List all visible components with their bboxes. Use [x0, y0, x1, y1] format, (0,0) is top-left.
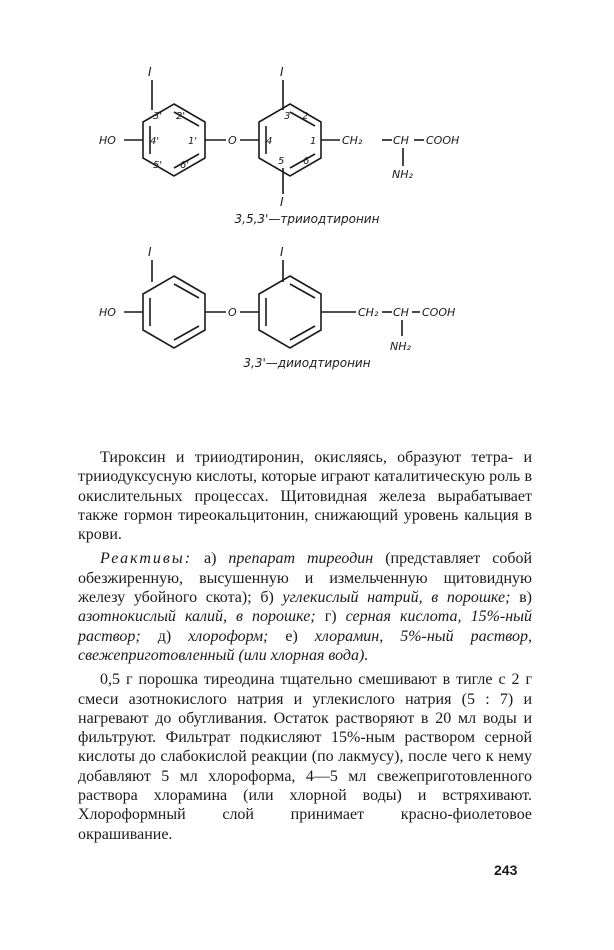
reagent-a-marker: а)	[203, 550, 217, 568]
reagent-d-name: серная кислота, 15%-ный раствор;	[78, 608, 533, 645]
page-number: 243	[494, 862, 518, 878]
body-text	[78, 448, 532, 844]
reagent-a-desc: (представляет собой обезжиренную, высушенную и измельченную щитовидную железу убойного скота);	[78, 550, 533, 607]
oxygen-bridge: O	[228, 306, 237, 319]
pos-6p: 6'	[180, 160, 190, 171]
ch2-label: CH₂	[342, 134, 363, 147]
reagent-e-name: хлороформ;	[188, 627, 269, 645]
reagent-c-marker: в)	[519, 589, 532, 607]
iodine-5: I	[280, 195, 284, 209]
reagent-f-name: хлорамин, 5%-ный раствор, свежеприготовленный	[78, 627, 533, 664]
hydroxyl-label: HO	[99, 134, 116, 147]
iodine-3p: I	[148, 245, 152, 259]
ring-2	[259, 276, 321, 348]
ch2-label: CH₂	[358, 306, 379, 319]
nh2-label: NH₂	[390, 340, 411, 353]
reagent-b-marker: б)	[260, 589, 274, 607]
pos-2p: 2'	[176, 111, 186, 122]
hydroxyl-label: HO	[99, 306, 116, 319]
ch-label: CH	[393, 134, 409, 147]
pos-3: 3	[284, 111, 291, 122]
cooh-label: COOH	[422, 306, 456, 319]
reagent-a-name: препарат тиреодин	[228, 550, 374, 568]
structure-1-caption: 3,5,3'—трииодтиронин	[234, 212, 380, 226]
reagent-f-tail: (или хлорная вода).	[238, 646, 369, 664]
pos-3p: 3'	[153, 111, 163, 122]
structure-2-diagram	[0, 240, 614, 360]
pos-5p: 5'	[153, 160, 163, 171]
pos-1p: 1'	[188, 136, 198, 147]
nh2-label: NH₂	[392, 168, 413, 181]
pos-2: 2	[302, 111, 309, 122]
iodine-3: I	[280, 65, 284, 79]
paragraph-procedure: 0,5 г порошка тиреодина тщательно смешивают в тигле с 2 г смеси азотнокислого натрия и углекислого натрия (5 : 7) и нагревают до обугливания. Остаток растворяют в 20 мл воды и фильтруют. Фильтрат подкисляют 15%-ным раствором серной кислоты до слабокислой реакции (по лакмусу), после чего к нему добавляют 5 мл хлороформа, 4—5 мл свежеприготовленного раствора хлорамина (или хлорной воды) и встряхивают. Хлороформный слой принимает красно-фиолетовое окрашивание.	[78, 671, 532, 843]
pos-5: 5	[278, 156, 285, 167]
pos-1: 1	[310, 136, 317, 147]
structure-diiodothyronine	[0, 240, 614, 360]
pos-6: 6	[303, 156, 310, 167]
ch-label: CH	[393, 306, 409, 319]
iodine-3: I	[280, 245, 284, 259]
reagents-label: Реактивы:	[100, 550, 193, 568]
structure-triiodothyronine	[0, 60, 614, 220]
reagent-c-name: азотнокислый калий, в порошке;	[78, 608, 316, 626]
structure-1-diagram	[0, 60, 614, 220]
reagent-e-marker: д)	[157, 627, 172, 645]
paragraph-intro: Тироксин и трииодтиронин, окисляясь, образуют тетра- и трииодуксусную кислоты, которые играют каталитическую роль в окислительных процессах. Щитовидная железа вырабатывает также гормон тиреокальцитонин, снижающий уровень кальция в крови.	[78, 449, 532, 544]
pos-4p: 4'	[150, 136, 160, 147]
ring-1	[143, 276, 205, 348]
reagent-f-marker: е)	[285, 627, 298, 645]
structure-2-caption: 3,3'—дииодтиронин	[243, 356, 371, 370]
pos-4: 4	[266, 136, 273, 147]
oxygen-bridge: O	[228, 134, 237, 147]
reagent-d-marker: г)	[324, 608, 337, 626]
reagent-b-name: углекислый натрий, в порошке;	[282, 589, 511, 607]
iodine-3p: I	[148, 65, 152, 79]
cooh-label: COOH	[426, 134, 460, 147]
paragraph-reagents	[78, 549, 532, 665]
